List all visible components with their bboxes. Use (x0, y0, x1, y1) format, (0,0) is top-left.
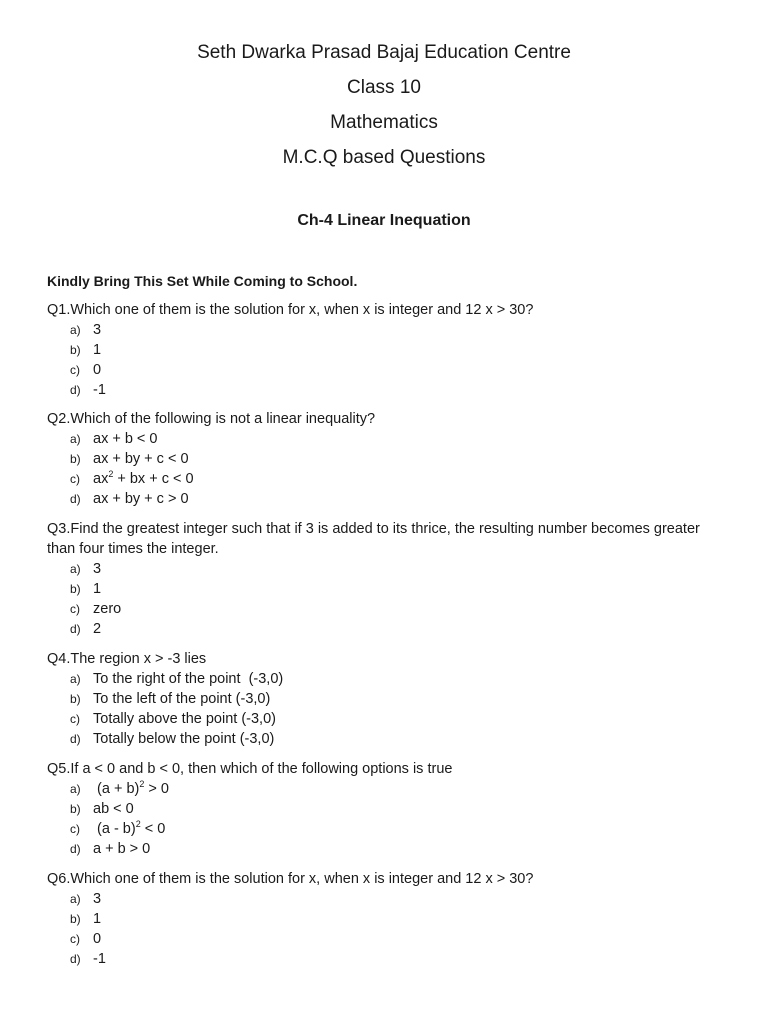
option-item (70, 469, 727, 489)
option-text: zero (93, 601, 122, 617)
option-text: 1 (93, 911, 102, 927)
option-label: d) (70, 952, 81, 966)
subject-title: Mathematics (330, 112, 438, 133)
school-name: Seth Dwarka Prasad Bajaj Education Centre (197, 42, 571, 63)
question-stem: Q4.The region x > -3 lies (47, 651, 207, 667)
option-label: a) (70, 323, 81, 337)
option-label: d) (70, 492, 81, 506)
option-item (70, 949, 727, 969)
class-title: Class 10 (347, 77, 421, 98)
question-stem: Q5.If a < 0 and b < 0, then which of the following options is true (47, 761, 453, 777)
option-text: 0 (93, 931, 102, 947)
option-text: 3 (93, 561, 102, 577)
option-item (70, 909, 727, 929)
option-item (70, 449, 727, 469)
option-item (70, 380, 727, 400)
document-header (0, 43, 768, 167)
option-item (70, 559, 727, 579)
option-label: a) (70, 432, 81, 446)
option-item (70, 599, 727, 619)
option-text: 1 (93, 342, 102, 358)
question-type-title: M.C.Q based Questions (282, 147, 486, 168)
option-label: a) (70, 672, 81, 686)
question-stem: Q1.Which one of them is the solution for x, when x is integer and 12 x > 30? (47, 302, 534, 318)
option-text: To the right of the point (-3,0) (93, 671, 284, 687)
option-label: d) (70, 842, 81, 856)
option-item (70, 489, 727, 509)
option-label: a) (70, 892, 81, 906)
question-stem: Q3.Find the greatest integer such that if 3 is added to its thrice, the resulting number becomes greater than four times the integer. (47, 521, 700, 557)
option-list (47, 779, 727, 859)
option-item (70, 799, 727, 819)
option-item (70, 619, 727, 639)
option-label: b) (70, 343, 81, 357)
option-list (47, 669, 727, 749)
option-text: 3 (93, 891, 102, 907)
option-label: c) (70, 822, 80, 836)
option-text: Totally above the point (-3,0) (93, 711, 276, 727)
option-item (70, 689, 727, 709)
option-text: 2 (93, 621, 102, 637)
option-label: c) (70, 932, 80, 946)
option-label: c) (70, 472, 80, 486)
option-item (70, 340, 727, 360)
option-label: b) (70, 582, 81, 596)
option-item (70, 729, 727, 749)
option-text: (a - b)$^2$ < 0 (93, 819, 166, 837)
option-label: a) (70, 562, 81, 576)
question-3 (47, 519, 727, 639)
option-text: ax + by + c > 0 (93, 491, 189, 507)
instruction-note: Kindly Bring This Set While Coming to School. (47, 273, 358, 289)
option-list (47, 429, 727, 509)
question-stem: Q2.Which of the following is not a linear inequality? (47, 411, 376, 427)
option-text: ab < 0 (93, 801, 134, 817)
option-item (70, 709, 727, 729)
option-label: b) (70, 692, 81, 706)
option-text: 1 (93, 581, 102, 597)
option-item (70, 360, 727, 380)
question-2 (47, 409, 727, 509)
option-item (70, 669, 727, 689)
option-item (70, 889, 727, 909)
option-label: b) (70, 452, 81, 466)
option-item (70, 320, 727, 340)
option-label: b) (70, 912, 81, 926)
option-item (70, 819, 727, 839)
option-list (47, 320, 727, 400)
question-stem: Q6.Which one of them is the solution for x, when x is integer and 12 x > 30? (47, 871, 534, 887)
option-text: 0 (93, 362, 102, 378)
option-text: ax + by + c < 0 (93, 451, 189, 467)
option-text: -1 (93, 382, 106, 398)
option-list (47, 889, 727, 969)
question-1 (47, 300, 727, 400)
option-text: $(a + b)^2 > 0$ (93, 779, 169, 797)
option-text: 3 (93, 322, 102, 338)
option-label: d) (70, 732, 81, 746)
option-label: d) (70, 383, 81, 397)
option-label: d) (70, 622, 81, 636)
option-label: b) (70, 802, 81, 816)
option-list (47, 559, 727, 639)
option-item (70, 579, 727, 599)
option-item (70, 429, 727, 449)
option-text: To the left of the point (-3,0) (93, 691, 271, 707)
option-text: a + b > 0 (93, 841, 151, 857)
option-text: -1 (93, 951, 106, 967)
option-label: c) (70, 712, 80, 726)
option-item (70, 929, 727, 949)
question-4 (47, 649, 727, 749)
option-item (70, 779, 727, 799)
option-item (70, 839, 727, 859)
option-label: c) (70, 363, 80, 377)
option-label: c) (70, 602, 80, 616)
option-text: $ax^2$ + bx + c < 0 (93, 469, 194, 487)
question-5 (47, 759, 727, 859)
question-6 (47, 869, 727, 969)
option-text: Totally below the point (-3,0) (93, 731, 275, 747)
option-text: ax + b < 0 (93, 431, 158, 447)
option-label: a) (70, 782, 81, 796)
chapter-title: Ch-4 Linear Inequation (297, 212, 471, 229)
